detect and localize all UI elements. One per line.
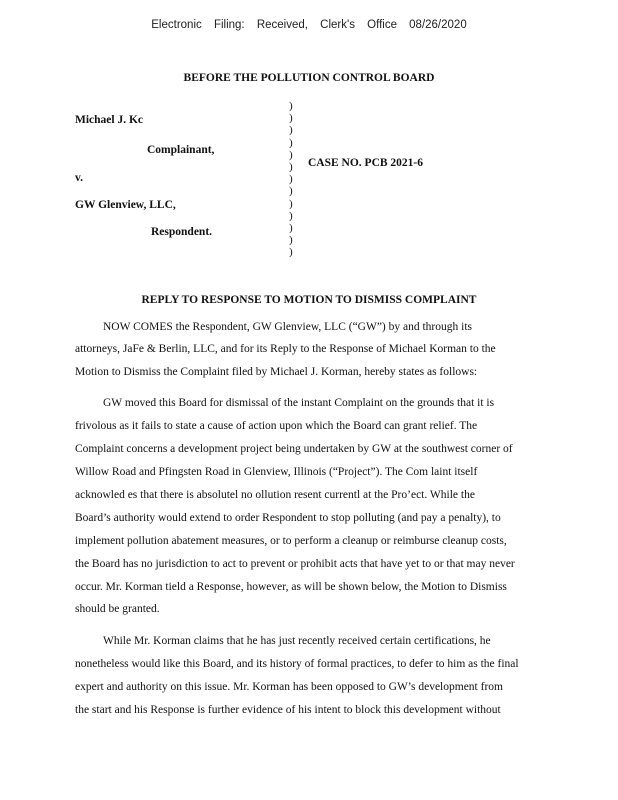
case-number: CASE NO. PCB 2021-6 (308, 157, 424, 169)
body-line: implement pollution abatement measures, or to perform a cleanup or reimburse cleanup costs, (75, 535, 507, 547)
paren: ) (289, 222, 293, 235)
body-line: the Board has no jurisdiction to act to prevent or prohibit acts that have yet to or that may never (75, 558, 515, 570)
respondent-role: Respondent. (151, 226, 213, 238)
body-line: occur. Mr. Korman tield a Response, however, as will be shown below, the Motion to Dismiss (75, 581, 507, 593)
paren: ) (289, 112, 293, 125)
paren: ) (289, 246, 293, 259)
body-line: GW moved this Board for dismissal of the instant Complaint on the grounds that it is (103, 397, 495, 409)
complainant-name: Michael J. Kc (75, 114, 144, 126)
body-line: nonetheless would like this Board, and its history of formal practices, to defer to him as the final (75, 658, 519, 670)
body-line: Complaint concerns a development project being undertaken by GW at the southwest corner of (75, 443, 513, 455)
body-line: Board’s authority would extend to order Respondent to stop polluting (and pay a penalty), to (75, 512, 501, 524)
body-line: expert and authority on this issue. Mr. Korman has been opposed to GW’s development from (75, 681, 503, 693)
paren: ) (289, 124, 293, 137)
body-line: Willow Road and Pfingsten Road in Glenview, Illinois (“Project”). The Com laint itself (75, 466, 478, 478)
caption-bracket (289, 100, 299, 259)
versus-label: v. (75, 172, 83, 184)
paren: ) (289, 173, 293, 186)
body-line: attorneys, JaFe & Berlin, LLC, and for its Reply to the Response of Michael Korman to the (75, 343, 496, 355)
paren: ) (289, 234, 293, 247)
paren: ) (289, 100, 293, 112)
respondent-name: GW Glenview, LLC, (75, 199, 176, 211)
filing-stamp: Electronic Filing: Received, Clerk's Office 08/26/2020 (151, 19, 467, 31)
complainant-role: Complainant, (147, 144, 215, 156)
paren: ) (289, 197, 293, 210)
body-line: frivolous as it fails to state a cause of action upon which the Board can grant relief. The (75, 420, 478, 432)
paren: ) (289, 161, 293, 174)
paren: ) (289, 209, 293, 222)
body-line: the start and his Response is further evidence of his intent to block this development without (75, 704, 501, 716)
body-line: While Mr. Korman claims that he has just recently received certain certifications, he (103, 635, 491, 647)
board-title: BEFORE THE POLLUTION CONTROL BOARD (183, 72, 435, 84)
paren: ) (289, 148, 293, 161)
paren: ) (289, 185, 293, 198)
document-title: REPLY TO RESPONSE TO MOTION TO DISMISS COMPLAINT (141, 294, 477, 306)
body-line: should be granted. (75, 603, 160, 615)
body-line: NOW COMES the Respondent, GW Glenview, LLC (“GW”) by and through its (103, 321, 473, 333)
body-line: Motion to Dismiss the Complaint filed by Michael J. Korman, hereby states as follows: (75, 366, 478, 378)
body-line: acknowled es that there is absolutel no ollution resent currentl at the Pro’ect. While the (75, 489, 475, 501)
paren: ) (289, 136, 293, 149)
